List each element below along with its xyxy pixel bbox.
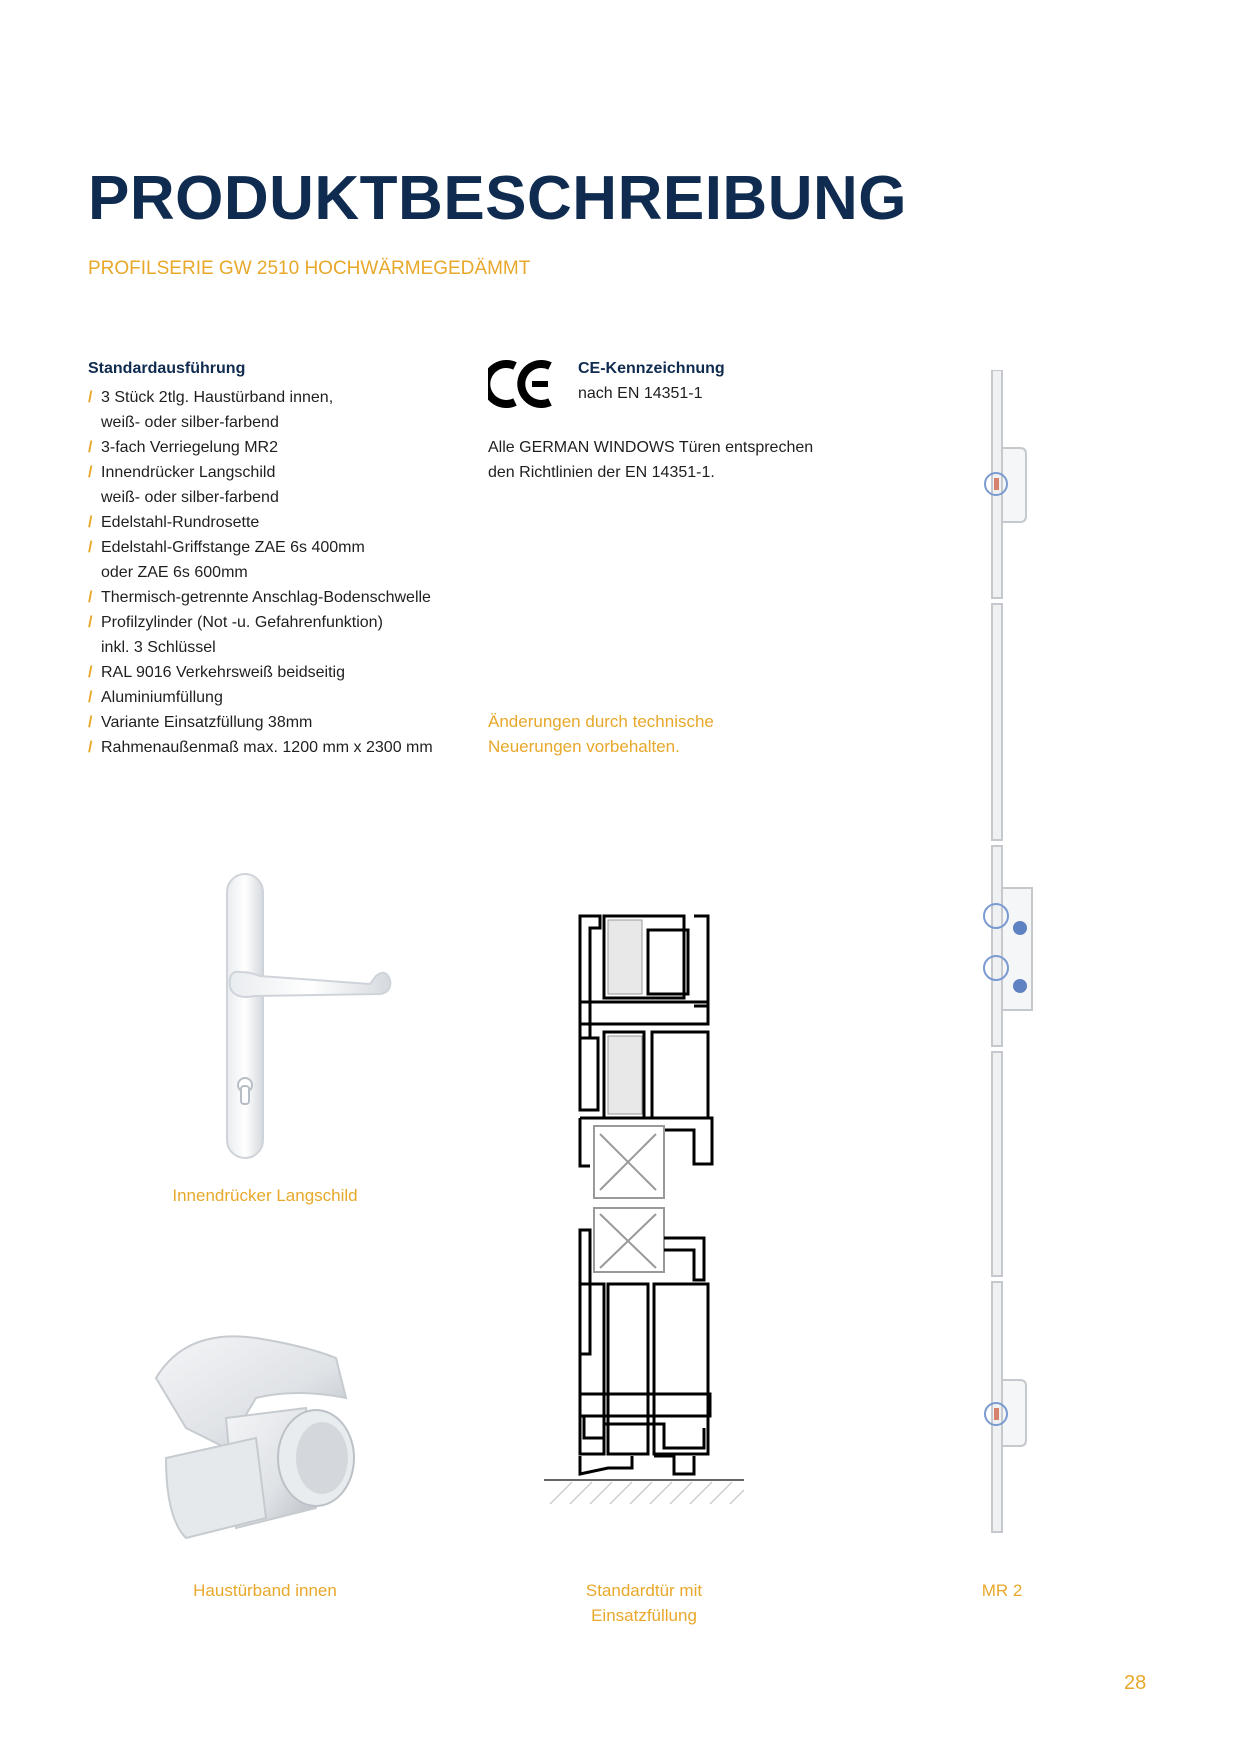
- standard-list-item: [88, 660, 488, 685]
- bullet-slash-icon: /: [88, 689, 93, 706]
- bullet-slash-icon: /: [88, 589, 93, 606]
- standard-item-text: Profilzylinder (Not -u. Gefahrenfunktion): [101, 614, 383, 631]
- standard-item-text: Innendrücker Langschild: [101, 464, 276, 481]
- door-handle-image: [200, 872, 400, 1162]
- bullet-slash-icon: /: [88, 514, 93, 531]
- standard-list-item: [88, 385, 488, 435]
- ce-subheading: nach EN 14351-1: [578, 385, 703, 402]
- standard-list-item: [88, 585, 488, 610]
- ce-heading: CE-Kennzeichnung: [578, 360, 725, 377]
- bullet-slash-icon: /: [88, 539, 93, 556]
- disclaimer-note: Änderungen durch technische Neuerungen vorbehalten.: [488, 712, 714, 756]
- standard-item-text: Aluminiumfüllung: [101, 689, 223, 706]
- bullet-slash-icon: /: [88, 439, 93, 456]
- standard-item-text: Edelstahl-Rundrosette: [101, 514, 260, 531]
- standard-item-text: 3-fach Verriegelung MR2: [101, 439, 278, 456]
- page-subtitle: PROFILSERIE GW 2510 HOCHWÄRMEGEDÄMMT: [88, 258, 531, 279]
- bullet-slash-icon: /: [88, 739, 93, 756]
- standard-list-item: [88, 510, 488, 535]
- bullet-slash-icon: /: [88, 714, 93, 731]
- standard-item-continuation: inkl. 3 Schlüssel: [101, 639, 216, 656]
- standard-heading: Standardausführung: [88, 360, 246, 377]
- standard-list: [88, 385, 488, 760]
- standard-item-continuation: weiß- oder silber-farbend: [101, 414, 279, 431]
- ce-text: Alle GERMAN WINDOWS Türen entsprechen den Richtlinien der EN 14351-1.: [488, 439, 814, 481]
- standard-item-text: Edelstahl-Griffstange ZAE 6s 400mm: [101, 539, 365, 556]
- door-section-drawing: [544, 908, 744, 1520]
- caption-lock: MR 2: [981, 1581, 1023, 1600]
- standard-item-text: Variante Einsatzfüllung 38mm: [101, 714, 313, 731]
- bullet-slash-icon: /: [88, 664, 93, 681]
- multipoint-lock-image: [968, 370, 1058, 1540]
- standard-list-item: [88, 735, 488, 760]
- door-hinge-image: [146, 1318, 382, 1548]
- caption-hinge: Haustürband innen: [193, 1581, 337, 1600]
- standard-item-continuation: weiß- oder silber-farbend: [101, 489, 279, 506]
- standard-list-item: [88, 685, 488, 710]
- bullet-slash-icon: /: [88, 389, 93, 406]
- bullet-slash-icon: /: [88, 614, 93, 631]
- caption-section: Standardtür mit Einsatzfüllung: [585, 1581, 703, 1625]
- standard-list-item: [88, 610, 488, 660]
- standard-list-item: [88, 435, 488, 460]
- standard-list-item: [88, 535, 488, 585]
- standard-item-text: 3 Stück 2tlg. Haustürband innen,: [101, 389, 334, 406]
- standard-list-item: [88, 460, 488, 510]
- standard-item-text: Thermisch-getrennte Anschlag-Bodenschwelle: [101, 589, 431, 606]
- standard-list-item: [88, 710, 488, 735]
- standard-item-text: RAL 9016 Verkehrsweiß beidseitig: [101, 664, 345, 681]
- page-title: PRODUKTBESCHREIBUNG: [88, 164, 907, 233]
- standard-item-text: Rahmenaußenmaß max. 1200 mm x 2300 mm: [101, 739, 433, 756]
- page-number: 28: [1124, 1672, 1147, 1694]
- ce-mark-icon: [488, 360, 554, 408]
- standard-item-continuation: oder ZAE 6s 600mm: [101, 564, 248, 581]
- bullet-slash-icon: /: [88, 464, 93, 481]
- caption-handle: Innendrücker Langschild: [172, 1186, 358, 1205]
